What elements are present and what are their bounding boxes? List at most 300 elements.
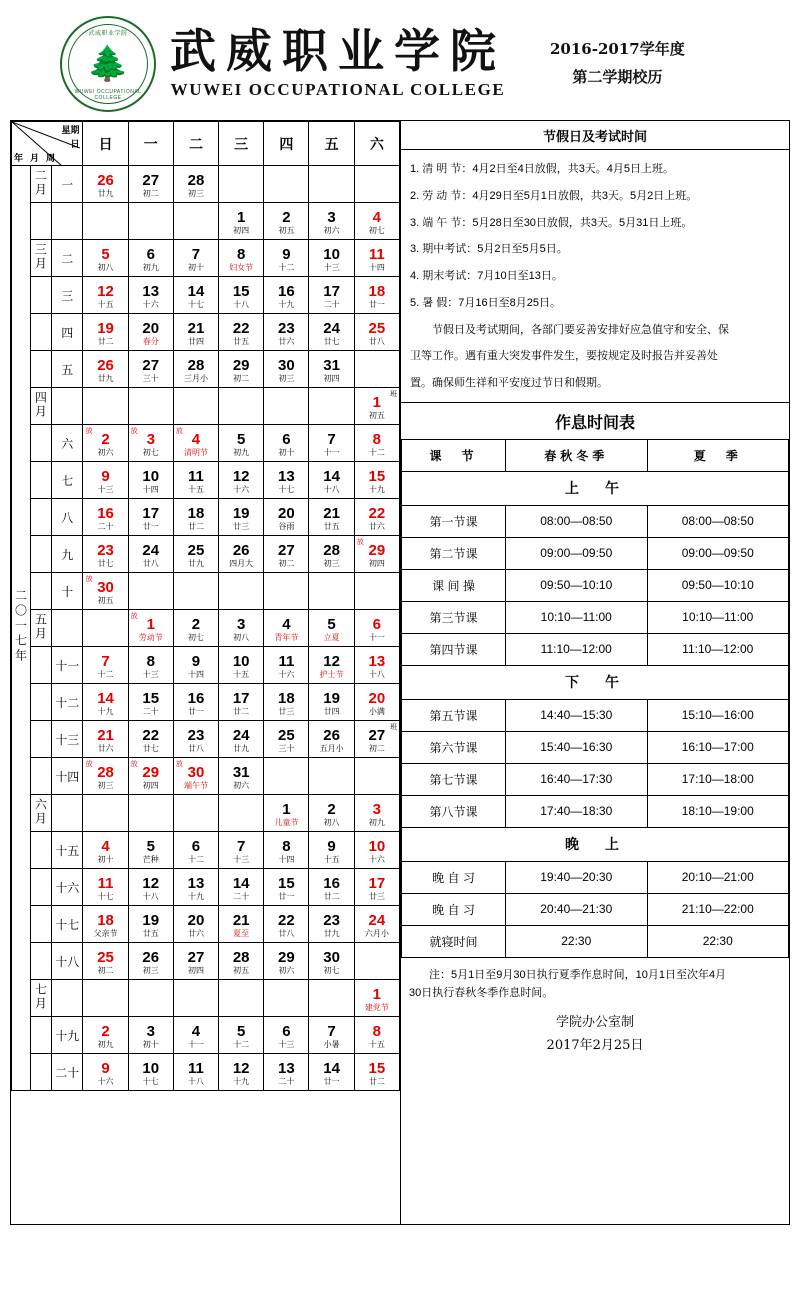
weekday-header-1: 一	[128, 122, 173, 166]
calendar-day-cell: 10 十五	[219, 647, 264, 684]
calendar-week-number: 十四	[51, 758, 83, 795]
calendar-empty-cell	[354, 166, 399, 203]
calendar-empty-cell	[354, 943, 399, 980]
calendar-day-cell: 放 28 初三	[83, 758, 128, 795]
calendar-day-cell: 27 三十	[128, 351, 173, 388]
weekday-header-6: 六	[354, 122, 399, 166]
calendar-day-cell: 4 初十	[83, 832, 128, 869]
calendar-day-cell: 12 十六	[219, 462, 264, 499]
schedule-header-2: 夏 季	[647, 439, 789, 471]
calendar-month-label: 二月	[30, 166, 51, 203]
calendar-day-cell: 21 廿四	[173, 314, 218, 351]
calendar-day-cell: 27 初四	[173, 943, 218, 980]
calendar-day-cell: 18 廿二	[173, 499, 218, 536]
schedule-header-1: 春秋冬季	[506, 439, 648, 471]
calendar-day-cell: 3 初八	[219, 610, 264, 647]
calendar-week-number: 十一	[51, 647, 83, 684]
calendar-day-cell: 21 夏至	[219, 906, 264, 943]
calendar-day-cell: 1 初四	[219, 203, 264, 240]
calendar-day-cell: 12 十九	[219, 1054, 264, 1091]
calendar-day-cell: 放 29 初四	[354, 536, 399, 573]
logo-arc-top-text: 武威职业学院	[88, 31, 128, 37]
note-item: 2. 劳 动 节：4月29日至5月1日放假，共3天。5月2日上班。	[410, 189, 698, 202]
calendar-week-number	[51, 795, 83, 832]
calendar-day-cell: 13 十八	[354, 647, 399, 684]
calendar-day-cell: 5 初八	[83, 240, 128, 277]
calendar-day-cell: 25 廿八	[354, 314, 399, 351]
calendar-day-cell: 17 廿三	[354, 869, 399, 906]
calendar-day-cell: 1 儿童节	[264, 795, 309, 832]
period-name: 第四节课	[402, 633, 506, 665]
period-time-summer: 09:00—09:50	[647, 537, 789, 569]
calendar-day-cell: 24 廿八	[128, 536, 173, 573]
calendar-day-cell: 22 廿八	[264, 906, 309, 943]
period-time-summer: 22:30	[647, 925, 789, 957]
calendar-day-cell: 13 二十	[264, 1054, 309, 1091]
calendar-day-cell: 11 十八	[173, 1054, 218, 1091]
calendar-week-number	[51, 980, 83, 1017]
calendar-month-label	[30, 425, 51, 462]
schedule-row	[402, 505, 789, 537]
period-time-summer: 17:10—18:00	[647, 763, 789, 795]
tree-icon: 🌲	[86, 45, 130, 83]
calendar-day-cell: 4 十一	[173, 1017, 218, 1054]
calendar-day-cell: 23 廿九	[309, 906, 354, 943]
calendar-empty-cell	[219, 166, 264, 203]
schedule-table	[401, 439, 789, 958]
calendar-day-cell: 23 廿七	[83, 536, 128, 573]
calendar-month-label: 六月	[30, 795, 51, 832]
schedule-row	[402, 731, 789, 763]
calendar-day-cell: 6 初九	[128, 240, 173, 277]
logo-arc-bottom-text: WUWEI OCCUPATIONAL COLLEGE	[74, 89, 142, 101]
calendar-day-cell: 21 廿六	[83, 721, 128, 758]
calendar-week-number: 八	[51, 499, 83, 536]
period-time-spring: 19:40—20:30	[506, 861, 648, 893]
calendar-day-cell: 13 十六	[128, 277, 173, 314]
schedule-row	[402, 633, 789, 665]
calendar-day-cell: 20 春分	[128, 314, 173, 351]
calendar-day-cell: 28 初三	[309, 536, 354, 573]
calendar-day-cell: 9 十二	[264, 240, 309, 277]
period-name: 第二节课	[402, 537, 506, 569]
calendar-day-cell: 12 护士节	[309, 647, 354, 684]
calendar-empty-cell	[173, 980, 218, 1017]
calendar-day-cell: 班 27 初二	[354, 721, 399, 758]
calendar-week-number: 十七	[51, 906, 83, 943]
period-time-summer: 11:10—12:00	[647, 633, 789, 665]
calendar-empty-cell	[309, 166, 354, 203]
calendar-day-cell: 8 十四	[264, 832, 309, 869]
calendar-day-cell: 26 初三	[128, 943, 173, 980]
schedule-row	[402, 763, 789, 795]
period-time-spring: 14:40—15:30	[506, 699, 648, 731]
calendar-table	[11, 121, 400, 1091]
calendar-day-cell: 26 廿九	[83, 351, 128, 388]
calendar-day-cell: 8 十五	[354, 1017, 399, 1054]
period-time-summer: 08:00—08:50	[647, 505, 789, 537]
calendar-day-cell: 15 十八	[219, 277, 264, 314]
calendar-month-label: 四月	[30, 388, 51, 425]
calendar-day-cell: 13 十九	[173, 869, 218, 906]
calendar-empty-cell	[264, 980, 309, 1017]
period-time-spring: 11:10—12:00	[506, 633, 648, 665]
schedule-footnote	[401, 958, 789, 1002]
calendar-day-cell: 9 十六	[83, 1054, 128, 1091]
calendar-week-number: 十八	[51, 943, 83, 980]
calendar-day-cell: 25 三十	[264, 721, 309, 758]
calendar-day-cell: 10 十六	[354, 832, 399, 869]
calendar-day-cell: 5 初九	[219, 425, 264, 462]
calendar-empty-cell	[83, 388, 128, 425]
period-name: 就寝时间	[402, 925, 506, 957]
calendar-day-cell: 10 十四	[128, 462, 173, 499]
college-name-cn: 武威职业学院	[170, 24, 506, 78]
calendar-empty-cell	[264, 166, 309, 203]
schedule-section-label: 晚 上	[402, 827, 789, 861]
note-item: 3. 期中考试：5月2日至5月5日。	[410, 243, 568, 256]
calendar-empty-cell	[309, 980, 354, 1017]
calendar-day-cell: 28 初三	[173, 166, 218, 203]
calendar-day-cell: 24 六月小	[354, 906, 399, 943]
calendar-day-cell: 9 十五	[309, 832, 354, 869]
calendar-empty-cell	[219, 573, 264, 610]
calendar-day-cell: 1 建党节	[354, 980, 399, 1017]
calendar-day-cell: 30 初三	[264, 351, 309, 388]
calendar-empty-cell	[128, 203, 173, 240]
calendar-day-cell: 5 芒种	[128, 832, 173, 869]
calendar-month-label: 七月	[30, 980, 51, 1017]
calendar-day-cell: 6 十三	[264, 1017, 309, 1054]
calendar-day-cell: 17 二十	[309, 277, 354, 314]
calendar-week-number	[51, 610, 83, 647]
info-panel	[401, 121, 789, 1224]
calendar-day-cell: 11 十五	[173, 462, 218, 499]
calendar-empty-cell	[173, 203, 218, 240]
calendar-day-cell: 19 廿三	[219, 499, 264, 536]
calendar-day-cell: 9 十四	[173, 647, 218, 684]
calendar-day-cell: 8 妇女节	[219, 240, 264, 277]
calendar-empty-cell	[354, 758, 399, 795]
calendar-empty-cell	[83, 610, 128, 647]
calendar-day-cell: 班 1 初五	[354, 388, 399, 425]
period-time-spring: 17:40—18:30	[506, 795, 648, 827]
notes-body	[401, 150, 789, 403]
calendar-day-cell: 20 小满	[354, 684, 399, 721]
footnote-line-2: 30日执行春秋冬季作息时间。	[409, 986, 554, 999]
calendar-day-cell: 11 十六	[264, 647, 309, 684]
calendar-empty-cell	[264, 758, 309, 795]
calendar-month-label	[30, 203, 51, 240]
schedule-section-label: 下 午	[402, 665, 789, 699]
calendar-day-cell: 4 初七	[354, 203, 399, 240]
calendar-day-cell: 19 廿二	[83, 314, 128, 351]
calendar-day-cell: 25 初二	[83, 943, 128, 980]
calendar-day-cell: 12 十八	[128, 869, 173, 906]
calendar-day-cell: 10 十七	[128, 1054, 173, 1091]
calendar-day-cell: 19 廿五	[128, 906, 173, 943]
note-paragraph-line: 节假日及考试期间，各部门要妥善安排好应急值守和安全、保	[432, 323, 729, 336]
schedule-row	[402, 569, 789, 601]
note-item: 5. 暑 假：7月16日至8月25日。	[410, 296, 561, 309]
calendar-week-number: 九	[51, 536, 83, 573]
calendar-day-cell: 放 30 初五	[83, 573, 128, 610]
note-item: 4. 期末考试：7月10日至13日。	[410, 270, 563, 282]
calendar-week-number	[51, 388, 83, 425]
calendar-empty-cell	[219, 980, 264, 1017]
calendar-day-cell: 23 廿六	[264, 314, 309, 351]
calendar-day-cell: 3 初六	[309, 203, 354, 240]
calendar-day-cell: 24 廿七	[309, 314, 354, 351]
calendar-empty-cell	[354, 351, 399, 388]
calendar-month-label	[30, 906, 51, 943]
calendar-day-cell: 23 廿八	[173, 721, 218, 758]
calendar-empty-cell	[309, 758, 354, 795]
schedule-row	[402, 925, 789, 957]
calendar-empty-cell	[309, 388, 354, 425]
period-time-summer: 16:10—17:00	[647, 731, 789, 763]
period-time-summer: 18:10—19:00	[647, 795, 789, 827]
calendar-day-cell: 26 廿九	[83, 166, 128, 203]
calendar-day-cell: 16 廿一	[173, 684, 218, 721]
calendar-month-label	[30, 1054, 51, 1091]
calendar-month-label	[30, 832, 51, 869]
signature-block	[401, 1002, 789, 1058]
calendar-day-cell: 5 十二	[219, 1017, 264, 1054]
calendar-day-cell: 14 二十	[219, 869, 264, 906]
calendar-day-cell: 24 廿九	[219, 721, 264, 758]
period-name: 第七节课	[402, 763, 506, 795]
document-header	[10, 8, 790, 120]
calendar-month-label	[30, 758, 51, 795]
calendar-day-cell: 放 29 初四	[128, 758, 173, 795]
issuing-office: 学院办公室制	[555, 1015, 634, 1031]
calendar-month-label	[30, 351, 51, 388]
notes-title: 节假日及考试时间	[401, 121, 789, 150]
period-name: 第五节课	[402, 699, 506, 731]
period-name: 晚 自 习	[402, 893, 506, 925]
calendar-day-cell: 2 初九	[83, 1017, 128, 1054]
calendar-day-cell: 3 初十	[128, 1017, 173, 1054]
issue-date: 2017年2月25日	[546, 1037, 644, 1053]
calendar-day-cell: 3 初九	[354, 795, 399, 832]
calendar-week-number: 四	[51, 314, 83, 351]
calendar-day-cell: 22 廿七	[128, 721, 173, 758]
calendar-day-cell: 2 初五	[264, 203, 309, 240]
calendar-corner-header: 星期 日 年 月 周	[12, 122, 83, 166]
calendar-month-label	[30, 943, 51, 980]
period-time-spring: 16:40—17:30	[506, 763, 648, 795]
schedule-row	[402, 861, 789, 893]
calendar-day-cell: 12 十五	[83, 277, 128, 314]
calendar-week-number: 十三	[51, 721, 83, 758]
calendar-day-cell: 7 初十	[173, 240, 218, 277]
title-block	[170, 24, 506, 100]
calendar-empty-cell	[219, 795, 264, 832]
calendar-day-cell: 2 初八	[309, 795, 354, 832]
calendar-empty-cell	[83, 795, 128, 832]
calendar-week-number: 十二	[51, 684, 83, 721]
calendar-empty-cell	[309, 573, 354, 610]
main-frame	[10, 120, 790, 1225]
schedule-row	[402, 601, 789, 633]
calendar-day-cell: 26 五月小	[309, 721, 354, 758]
calendar-day-cell: 8 十三	[128, 647, 173, 684]
calendar-empty-cell	[128, 795, 173, 832]
calendar-day-cell: 16 廿二	[309, 869, 354, 906]
calendar-day-cell: 6 初十	[264, 425, 309, 462]
calendar-panel	[11, 121, 401, 1224]
calendar-day-cell: 17 廿二	[219, 684, 264, 721]
period-time-spring: 15:40—16:30	[506, 731, 648, 763]
schedule-row	[402, 699, 789, 731]
calendar-empty-cell	[173, 795, 218, 832]
schedule-row	[402, 893, 789, 925]
calendar-week-number: 十六	[51, 869, 83, 906]
calendar-empty-cell	[83, 980, 128, 1017]
calendar-month-label	[30, 684, 51, 721]
calendar-day-cell: 9 十三	[83, 462, 128, 499]
calendar-day-cell: 11 十七	[83, 869, 128, 906]
period-time-spring: 20:40—21:30	[506, 893, 648, 925]
calendar-day-cell: 7 小暑	[309, 1017, 354, 1054]
calendar-week-number: 五	[51, 351, 83, 388]
college-name-en: WUWEI OCCUPATIONAL COLLEGE	[170, 80, 506, 99]
period-name: 晚 自 习	[402, 861, 506, 893]
calendar-day-cell: 7 十二	[83, 647, 128, 684]
calendar-day-cell: 20 谷雨	[264, 499, 309, 536]
calendar-empty-cell	[128, 980, 173, 1017]
schedule-row	[402, 795, 789, 827]
calendar-day-cell: 21 廿五	[309, 499, 354, 536]
footnote-line-1: 注：5月1日至9月30日执行夏季作息时间，10月1日至次年4月	[429, 968, 727, 981]
note-paragraph-line: 置。确保师生祥和平安度过节日和假期。	[410, 377, 608, 389]
period-name: 第一节课	[402, 505, 506, 537]
schedule-row	[402, 537, 789, 569]
period-time-summer: 20:10—21:00	[647, 861, 789, 893]
calendar-empty-cell	[264, 388, 309, 425]
calendar-day-cell: 22 廿六	[354, 499, 399, 536]
calendar-day-cell: 14 十八	[309, 462, 354, 499]
calendar-month-label	[30, 499, 51, 536]
period-name: 第六节课	[402, 731, 506, 763]
calendar-month-label	[30, 647, 51, 684]
college-logo	[60, 16, 156, 112]
calendar-day-cell: 15 廿一	[264, 869, 309, 906]
schedule-title: 作息时间表	[554, 412, 635, 432]
calendar-month-label	[30, 1017, 51, 1054]
note-item: 1. 清 明 节：4月2日至4日放假，共3天。4月5日上班。	[410, 163, 675, 175]
calendar-day-cell: 放 30 端午节	[173, 758, 218, 795]
calendar-day-cell: 18 廿一	[354, 277, 399, 314]
calendar-day-cell: 5 立夏	[309, 610, 354, 647]
calendar-day-cell: 17 廿一	[128, 499, 173, 536]
calendar-empty-cell	[128, 388, 173, 425]
calendar-empty-cell	[128, 573, 173, 610]
calendar-day-cell: 放 1 劳动节	[128, 610, 173, 647]
period-time-spring: 22:30	[506, 925, 648, 957]
period-time-summer: 21:10—22:00	[647, 893, 789, 925]
weekday-header-5: 五	[309, 122, 354, 166]
calendar-day-cell: 14 十七	[173, 277, 218, 314]
weekday-header-4: 四	[264, 122, 309, 166]
calendar-month-label	[30, 314, 51, 351]
calendar-day-cell: 8 十二	[354, 425, 399, 462]
note-item: 3. 端 午 节：5月28日至30日放假，共3天。5月31日上班。	[410, 216, 693, 229]
calendar-day-cell: 2 初七	[173, 610, 218, 647]
calendar-week-number: 七	[51, 462, 83, 499]
calendar-empty-cell	[219, 388, 264, 425]
period-time-spring: 08:00—08:50	[506, 505, 648, 537]
calendar-day-cell: 30 初七	[309, 943, 354, 980]
period-time-summer: 10:10—11:00	[647, 601, 789, 633]
calendar-empty-cell	[173, 573, 218, 610]
calendar-day-cell: 放 3 初七	[128, 425, 173, 462]
schedule-header-0: 课 节	[402, 439, 506, 471]
calendar-empty-cell	[354, 573, 399, 610]
calendar-day-cell: 31 初四	[309, 351, 354, 388]
calendar-empty-cell	[173, 388, 218, 425]
period-name: 第八节课	[402, 795, 506, 827]
calendar-week-number: 十九	[51, 1017, 83, 1054]
calendar-day-cell: 6 十二	[173, 832, 218, 869]
calendar-day-cell: 27 初二	[128, 166, 173, 203]
calendar-day-cell: 25 廿九	[173, 536, 218, 573]
calendar-day-cell: 7 十一	[309, 425, 354, 462]
period-time-summer: 09:50—10:10	[647, 569, 789, 601]
period-time-spring: 09:00—09:50	[506, 537, 648, 569]
calendar-month-label	[30, 573, 51, 610]
period-name: 课 间 操	[402, 569, 506, 601]
weekday-header-0: 日	[83, 122, 128, 166]
calendar-day-cell: 20 廿六	[173, 906, 218, 943]
calendar-day-cell: 放 4 清明节	[173, 425, 218, 462]
period-name: 第三节课	[402, 601, 506, 633]
weekday-header-3: 三	[219, 122, 264, 166]
calendar-day-cell: 15 二十	[128, 684, 173, 721]
calendar-empty-cell	[83, 203, 128, 240]
calendar-day-cell: 11 十四	[354, 240, 399, 277]
calendar-month-label	[30, 462, 51, 499]
period-time-summer: 15:10—16:00	[647, 699, 789, 731]
calendar-month-label	[30, 277, 51, 314]
calendar-day-cell: 16 二十	[83, 499, 128, 536]
calendar-week-number: 十	[51, 573, 83, 610]
calendar-week-number: 三	[51, 277, 83, 314]
calendar-week-number: 二	[51, 240, 83, 277]
calendar-month-label: 五月	[30, 610, 51, 647]
calendar-day-cell: 28 初五	[219, 943, 264, 980]
schedule-section-label: 上 午	[402, 471, 789, 505]
calendar-month-label	[30, 536, 51, 573]
calendar-day-cell: 19 廿四	[309, 684, 354, 721]
calendar-month-label	[30, 869, 51, 906]
calendar-week-number: 六	[51, 425, 83, 462]
period-time-spring: 09:50—10:10	[506, 569, 648, 601]
calendar-week-number	[51, 203, 83, 240]
calendar-day-cell: 14 十九	[83, 684, 128, 721]
calendar-day-cell: 15 廿二	[354, 1054, 399, 1091]
calendar-day-cell: 29 初二	[219, 351, 264, 388]
calendar-day-cell: 27 初二	[264, 536, 309, 573]
calendar-month-label	[30, 721, 51, 758]
calendar-day-cell: 14 廿一	[309, 1054, 354, 1091]
calendar-day-cell: 15 十九	[354, 462, 399, 499]
calendar-day-cell: 18 父亲节	[83, 906, 128, 943]
academic-year-block	[550, 36, 685, 92]
calendar-day-cell: 26 四月大	[219, 536, 264, 573]
calendar-month-label: 三月	[30, 240, 51, 277]
